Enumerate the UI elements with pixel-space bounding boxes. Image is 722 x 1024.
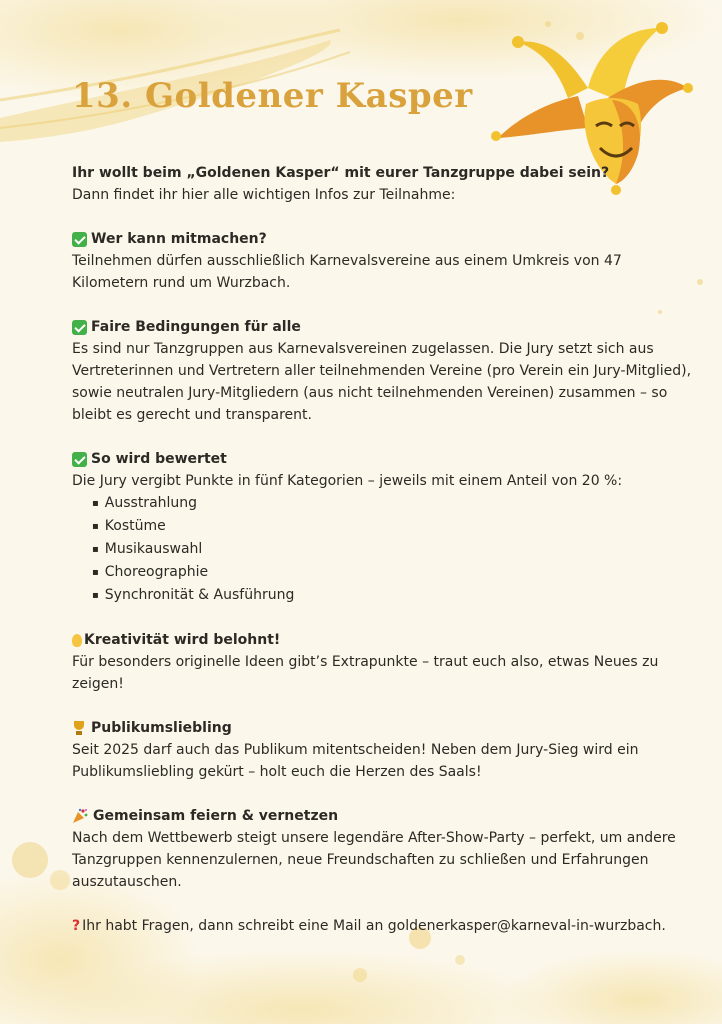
section-party xyxy=(72,805,692,893)
lightbulb-icon xyxy=(72,634,82,647)
main-content xyxy=(72,162,692,937)
contact-line xyxy=(72,915,692,937)
section-fair xyxy=(72,316,692,426)
section-heading xyxy=(72,448,692,470)
section-text: Für besonders originelle Ideen gibt’s Extrapunkte – traut euch also, etwas Neues zu zeigen! xyxy=(72,654,659,692)
section-audience xyxy=(72,717,692,783)
section-heading xyxy=(72,228,692,250)
section-creativity xyxy=(72,629,692,695)
section-text: Teilnehmen dürfen ausschließlich Karnevalsvereine aus einem Umkreis von 47 Kilometern rund um Wurzbach. xyxy=(72,253,622,291)
section-title: Wer kann mitmachen? xyxy=(91,231,267,247)
section-text: Die Jury vergibt Punkte in fünf Kategorien – jeweils mit einem Anteil von 20 %: xyxy=(72,473,623,489)
section-title: Faire Bedingungen für alle xyxy=(91,319,301,335)
section-title: So wird bewertet xyxy=(91,451,227,467)
section-heading xyxy=(72,717,692,739)
list-item: ▪ Kostüme xyxy=(92,515,692,538)
section-title: Publikumsliebling xyxy=(91,720,232,736)
section-text: Nach dem Wettbewerb steigt unsere legendäre After-Show-Party – perfekt, um andere Tanzgruppen kennenzulernen, neue Freundschaften zu schließen und Erfahrungen auszutauschen. xyxy=(72,830,676,890)
list-item: ▪ Choreographie xyxy=(92,561,692,584)
section-title: Kreativität wird belohnt! xyxy=(84,632,281,648)
section-text: Seit 2025 darf auch das Publikum mitentscheiden! Neben dem Jury-Sieg wird ein Publikumsliebling gekürt – holt euch die Herzen des Saals! xyxy=(72,742,639,780)
page-title: 13. Goldener Kasper xyxy=(72,76,473,116)
section-text: Es sind nur Tanzgruppen aus Karnevalsvereinen zugelassen. Die Jury setzt sich aus Vertreterinnen und Vertretern aller teilnehmenden Vereine (pro Verein ein Jury-Mitglied), sowie neutralen Jury-Mitgliedern (aus nicht teilnehmenden Vereinen) zusammen – so bleibt es gerecht und transparent. xyxy=(72,341,692,423)
section-title: Gemeinsam feiern & vernetzen xyxy=(93,808,339,824)
check-icon xyxy=(72,452,87,467)
contact-text: Ihr habt Fragen, dann schreibt eine Mail an goldenerkasper@karneval-in-wurzbach. xyxy=(82,918,666,934)
section-heading xyxy=(72,316,692,338)
section-heading xyxy=(72,629,692,651)
section-who xyxy=(72,228,692,294)
intro-question: Ihr wollt beim „Goldenen Kasper“ mit eurer Tanzgruppe dabei sein? xyxy=(72,165,610,181)
section-heading xyxy=(72,805,692,827)
list-item: ▪ Ausstrahlung xyxy=(92,492,692,515)
list-item: ▪ Musikauswahl xyxy=(92,538,692,561)
party-popper-icon xyxy=(72,808,88,824)
check-icon xyxy=(72,232,87,247)
intro-text: Dann findet ihr hier alle wichtigen Infos zur Teilnahme: xyxy=(72,187,456,203)
category-list xyxy=(72,492,692,607)
list-item: ▪ Synchronität & Ausführung xyxy=(92,584,692,607)
trophy-icon xyxy=(72,721,86,735)
question-mark-icon: ? xyxy=(72,918,81,934)
check-icon xyxy=(72,320,87,335)
section-scoring xyxy=(72,448,692,607)
